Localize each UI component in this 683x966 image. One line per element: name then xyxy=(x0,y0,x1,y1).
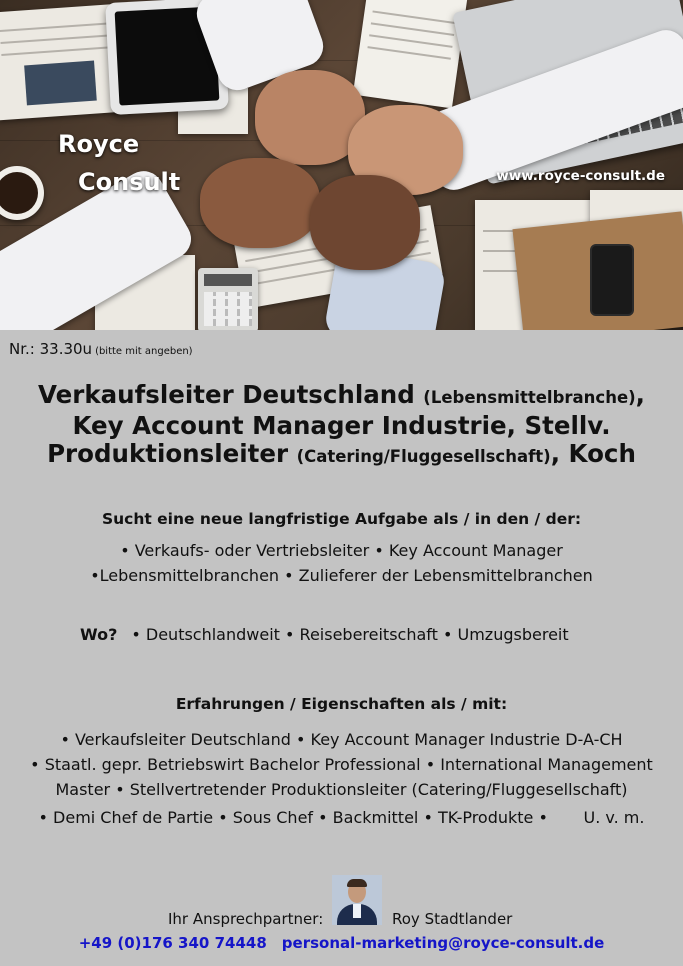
title-line-1-end: , xyxy=(635,380,645,409)
reference-number xyxy=(9,340,193,358)
contact-label: Ihr Ansprechpartner: xyxy=(168,910,324,928)
experience-line-1: • Verkaufsleiter Deutschland • Key Account Manager Industrie D-A-CH xyxy=(60,730,623,749)
experience-line-2: • Staatl. gepr. Betriebswirt Bachelor Professional • International Management xyxy=(30,755,653,774)
header-photo xyxy=(0,0,683,330)
title-line-3-main: Produktionsleiter xyxy=(47,439,289,468)
contact-phone[interactable]: +49 (0)176 340 74448 xyxy=(78,934,267,952)
contact-details xyxy=(0,934,683,952)
title-line-1-main: Verkaufsleiter Deutschland xyxy=(38,380,415,409)
brand-line-1: Royce xyxy=(58,130,140,158)
location-label: Wo? xyxy=(80,625,118,644)
brand-line-2: Consult xyxy=(78,168,181,196)
search-line-1: • Verkaufs- oder Vertriebsleiter • Key Account Manager xyxy=(120,541,563,560)
reference-label: Nr.: 33.30u xyxy=(9,340,93,358)
fist-bottom xyxy=(310,175,420,270)
title-line-1-small: (Lebensmittelbranche) xyxy=(423,388,636,407)
experience-line-4: • Demi Chef de Partie • Sous Chef • Backmittel • TK-Produkte • U. v. m. xyxy=(38,808,645,827)
experience-heading: Erfahrungen / Eigenschaften als / mit: xyxy=(175,695,508,713)
search-heading: Sucht eine neue langfristige Aufgabe als / in den / der: xyxy=(101,510,582,528)
title-line-3-end: , Koch xyxy=(550,439,636,468)
contact-avatar xyxy=(332,875,382,925)
title-line-2: Key Account Manager Industrie, Stellv. xyxy=(72,411,611,440)
title-line-3 xyxy=(0,440,683,471)
website-url[interactable]: www.royce-consult.de xyxy=(496,168,665,184)
title-line-3-small: (Catering/Fluggesellschaft) xyxy=(296,447,551,466)
contact-email[interactable]: personal-marketing@royce-consult.de xyxy=(281,934,605,952)
location-text: • Deutschlandweit • Reisebereitschaft • Umzugsbereit xyxy=(131,625,569,644)
invoice-clipboard xyxy=(353,0,467,108)
job-title xyxy=(0,381,683,471)
smartphone xyxy=(590,244,634,316)
location-row xyxy=(80,625,569,644)
experience-line-3: Master • Stellvertretender Produktionsleiter (Catering/Fluggesellschaft) xyxy=(55,780,628,799)
fist-left xyxy=(200,158,320,248)
coffee-cup xyxy=(0,166,44,220)
contact-name: Roy Stadtlander xyxy=(392,910,513,928)
title-line-1 xyxy=(0,381,683,412)
calculator xyxy=(198,268,258,330)
reference-note: (bitte mit angeben) xyxy=(95,346,193,357)
search-line-2: •Lebensmittelbranchen • Zulieferer der Lebensmittelbranchen xyxy=(90,566,593,585)
